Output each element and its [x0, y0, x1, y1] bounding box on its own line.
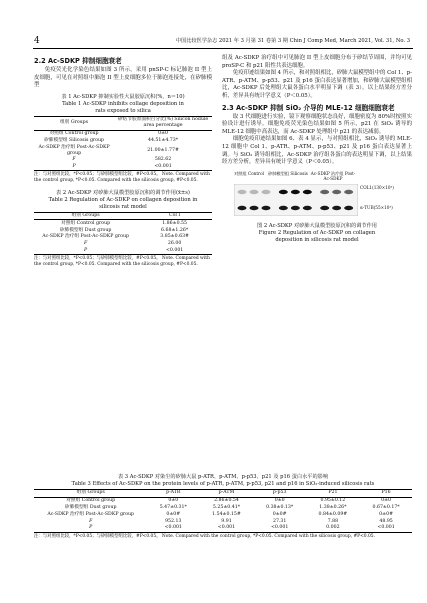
table-row [34, 234, 212, 241]
table-row [34, 220, 212, 227]
table-row [34, 157, 212, 164]
table-row [34, 241, 212, 248]
table-row [34, 511, 412, 518]
table2-cell: 矽肺模型组 Dust group [59, 227, 112, 233]
table3-cell: F [89, 518, 93, 524]
table2-header-row [34, 212, 212, 220]
col1-band [332, 190, 341, 194]
table3-cell: 对照组 Control group [66, 498, 116, 504]
table1-caption-cn: 表 1 Ac-SDKP 抑制实验性大鼠胶原沉积(%，n＝10) [61, 93, 185, 100]
col1-band [250, 190, 259, 194]
table3-caption-en: Table 3 Effects of Ac-SDKP on the protein levels of p-ATR, p-ATM, p-p53, p21 and p16 in SiO₂-induced silicosis rats [71, 481, 375, 487]
table1-header-row [34, 116, 212, 130]
table3-cell: <0.001 [217, 525, 236, 531]
table3-cell: 0±0# [272, 511, 287, 517]
table1-cell: <0.001 [154, 164, 172, 170]
table1-cell: 0±0 [158, 130, 168, 136]
table1-cell: Ac-SDKP 治疗组 Post-Ac-SDKP group [38, 144, 110, 156]
table1-cell: 对照组 Control group [49, 130, 99, 136]
tubulin-band [250, 206, 259, 210]
tubulin-band [320, 206, 329, 210]
table3-note: 注：与对照组比较，*P<0.05；与矽肺模型组比较，#P<0.05。 Note. Compared with the control group, *P<0.05. Compared with the silicosis group, #P<0.05. [34, 533, 375, 539]
table2-cell: 1.86±0.55 [162, 220, 188, 226]
band2-label: α-TUB(55×10³) [360, 204, 393, 210]
section-2-3-heading: 2.3 Ac-SDKP 抑制 SiO₂ 介导的 MLE-12 细胞细胞衰老 [222, 103, 395, 112]
table3-cell: 0±0 [381, 498, 392, 504]
table3-cell: 48.95 [379, 518, 393, 524]
figure2-col-silicosis: 矽肺模型组 Silicosis [268, 170, 308, 176]
table3-cell: 0.84±0.09# [318, 511, 348, 517]
figure2-col-treatment: Ac-SDKP 治疗组 Post-Ac-SDKP [310, 170, 356, 181]
table2-cell: P [84, 247, 88, 253]
band-row-col1 [238, 190, 354, 194]
page-number: 4 [34, 36, 40, 46]
table3-head: P21 [328, 490, 338, 496]
figure2-col-control: 对照组 Control [234, 170, 264, 176]
table-row [34, 518, 412, 525]
table2-cell: 对照组 Control group [61, 220, 111, 226]
tubulin-band [262, 206, 271, 210]
table1-caption [34, 94, 212, 115]
table2-cell: 6.68±1.26* [161, 227, 189, 233]
table1 [34, 116, 212, 172]
table3-cell: 1.54±0.15# [212, 511, 241, 517]
table1-caption-en-1: Table 1 Ac-SDKP inhibits collage deposition in [62, 100, 184, 107]
col1-band [320, 190, 329, 194]
table3-cell: <0.001 [164, 525, 182, 531]
right-paragraph-3: 取 3 代细胞进行实验，镜下观察细胞状态良好，细胞密度为 80%时按照实验设计进行诱导。细胞免疫荧光染色结果如图 5 所示，p21 在 SiO₂ 诱导的 MLE-12 细胞中高表达，而 Ac-SDKP 处理组中 p21 的表达减弱。 [222, 113, 412, 135]
table1-cell: 矽肺模型组 Silicosis group [44, 137, 105, 143]
table1-cell: 582.62 [154, 157, 172, 163]
table3-cell: 0±0# [166, 511, 181, 517]
table3-cell: 1.38±0.26* [319, 504, 347, 510]
tubulin-band [303, 206, 312, 210]
tubulin-band [291, 206, 300, 210]
right-paragraph-1: 组及 Ac-SDKP 治疗组中可见肺泡 II 型上皮细胞分布于矽结节周围，并均可见 proSP-C 和 p21 阳性共表达细胞。 [222, 55, 412, 69]
table1-cell: 44.51±4.73* [147, 137, 179, 143]
figure2-caption-en-2: deposition in silicosis rat model [275, 236, 359, 243]
col1-band [344, 190, 353, 194]
table2 [34, 212, 212, 256]
table-row [34, 505, 412, 512]
figure2-caption-en-1: Figure 2 Regulation of Ac-SDKP on collagen [258, 229, 376, 236]
table3-cell: 0±0 [168, 498, 179, 504]
table3-cell: 27.31 [272, 518, 287, 524]
table2-note: 注：与对照组比较，*P<0.05；与矽肺模型组比较，#P<0.05。 Note. Compared with the control group, *P<0.05. Compared with the silicosis group, #P<0.05. [34, 256, 210, 267]
table1-head-value: 矽结节胶原面积百分比(%) Silicon nodule area percentage [117, 117, 209, 129]
table2-cell: F [83, 241, 88, 247]
table2-cell: Ac-SDKP 治疗组 Post-Ac-SDKP group [42, 234, 129, 240]
table2-caption-en: Table 2 Regulation of Ac-SDKP on collagen deposition in silicosis rat model [48, 196, 198, 210]
table1-cell: 21.00±1.77# [147, 147, 179, 153]
table1-cell: F [72, 157, 76, 163]
table-row [34, 130, 212, 137]
table2-cell: 26.00 [167, 241, 182, 247]
table3-cell: P [89, 525, 93, 531]
table1-cell: P [72, 164, 76, 170]
table-row [34, 525, 412, 532]
tubulin-band [279, 206, 288, 210]
col1-band [238, 190, 247, 194]
table1-head-group: 组别 Groups [59, 120, 89, 126]
journal-header: 中国比较医学杂志 2021 年 3 月第 31 卷第 3 期 Chin J Comp Med, March 2021, Vol. 31, No. 3 [175, 38, 410, 44]
table3-cell: 5.25±0.41* [212, 504, 241, 510]
table3-cell: <0.001 [377, 525, 395, 531]
table3-cell: 0.67±0.17* [372, 504, 400, 510]
figure2-blot-image [234, 184, 358, 216]
table3-head: p-ATM [218, 490, 235, 496]
table3-cell: <0.001 [271, 525, 289, 531]
blot-background [234, 184, 358, 216]
table3-caption-cn: 表 3 Ac-SDKP 对染尘的矽肺大鼠 p-ATR、p-ATM、p-p53、p21 及 p16 蛋白水平的影响 [117, 474, 329, 480]
table3-header-row [34, 490, 412, 498]
table-row [34, 137, 212, 144]
table3-cell: 0±0# [379, 511, 393, 517]
table3-cell: 7.88 [327, 518, 339, 524]
left-column [34, 55, 212, 268]
table3-head: p-ATR [166, 490, 181, 496]
band-row-tubulin [238, 206, 354, 210]
table3-cell: 矽肺模型组 Dust group [64, 504, 117, 510]
tubulin-band [344, 206, 353, 210]
right-paragraph-4: 细胞免疫印迹结果如图 6、表 4 显示，与对照组相比，SiO₂ 诱导的 MLE-12 细胞中 Col 1、p-ATR、p-ATM、p-p53、p21 及 p16 蛋白表达显著上调。与 SiO₂ 诱导组相比，Ac-SDKP 治疗组各蛋白的表达明显下调，以上结果经方差分析，差异具有统计学意义（P＜0.05）。 [222, 136, 412, 166]
table2-caption-cn: 表 2 Ac-SDKP 对矽肺大鼠模型胶原沉积的调节作用(x̄±s) [56, 189, 190, 196]
table3-block [34, 474, 412, 539]
table2-cell: 3.85±0.63# [160, 234, 189, 240]
band1-label: COL1(130×10³) [360, 184, 394, 190]
right-column [222, 55, 412, 244]
table3-head: p-p53 [272, 490, 287, 496]
table3-cell: 9.91 [221, 518, 232, 524]
section-2-2-heading: 2.2 Ac-SDKP 抑制细胞衰老 [34, 57, 122, 65]
table3-cell: 0.95±0.12 [320, 498, 346, 504]
col1-band [279, 190, 288, 194]
table3-cell: Ac-SDKP 治疗组 Post-Ac-SDKP group [47, 511, 135, 517]
tubulin-band [238, 206, 247, 210]
tubulin-band [332, 206, 341, 210]
col1-band [262, 190, 271, 194]
table3-cell: 2.86±0.54 [214, 498, 239, 504]
table-row [34, 497, 412, 504]
table2-caption [34, 190, 212, 211]
header-rule [33, 48, 413, 49]
table3-cell: 5.47±0.31* [159, 504, 187, 510]
table3 [34, 489, 412, 533]
table1-caption-en-2: rats exposed to silica [95, 107, 151, 114]
table-row [34, 144, 212, 157]
table2-head-group: 组别 Groups [71, 213, 100, 219]
right-paragraph-2: 免疫印迹结果如图 4 所示，和对照组相比，矽肺大鼠模型组中的 Col 1、p-ATR、p-ATM、p-p53、p21 及 p16 蛋白表达显著增加，和矽肺大鼠模型组相比，Ac-SDKP 后处理组大鼠各蛋白水平明显下调（表 3）。以上结果经方差分析，差异具有统计学意义（P＜0.05）。 [222, 70, 412, 99]
table-row [34, 248, 212, 255]
table3-head: P16 [381, 490, 391, 496]
col1-band [291, 190, 300, 194]
figure2-caption-cn: 图 2 Ac-SDKP 对矽肺大鼠模型胶原沉积的调节作用 [257, 222, 377, 229]
figure2 [222, 171, 412, 221]
col1-band [303, 190, 312, 194]
table3-cell: 0±0 [274, 498, 285, 504]
table3-head: 组别 Groups [76, 490, 105, 496]
table2-head-value: Col I [168, 213, 181, 219]
table3-cell: 0.002 [326, 525, 340, 531]
section-2-2-paragraph: 免疫荧光化学染色结果如图 3 所示，采用 pnSP-C 标记肺泡 II 型上皮细胞，可见在对照组中肺泡 II 型上皮细胞多位于肺泡连接处，在矽肺模型 [34, 67, 212, 89]
table3-cell: 0.38±0.13* [266, 504, 294, 510]
table-row [34, 227, 212, 234]
table1-note: 注：与对照组比较，*P<0.05；与矽肺模型组比较，#P<0.05。 Note. Compared with the control group, *P<0.05. Compared with the silicosis group, #P<0.05. [34, 172, 210, 184]
table3-cell: 952.13 [165, 518, 182, 524]
table2-cell: <0.001 [165, 247, 184, 253]
table-row [34, 164, 212, 171]
